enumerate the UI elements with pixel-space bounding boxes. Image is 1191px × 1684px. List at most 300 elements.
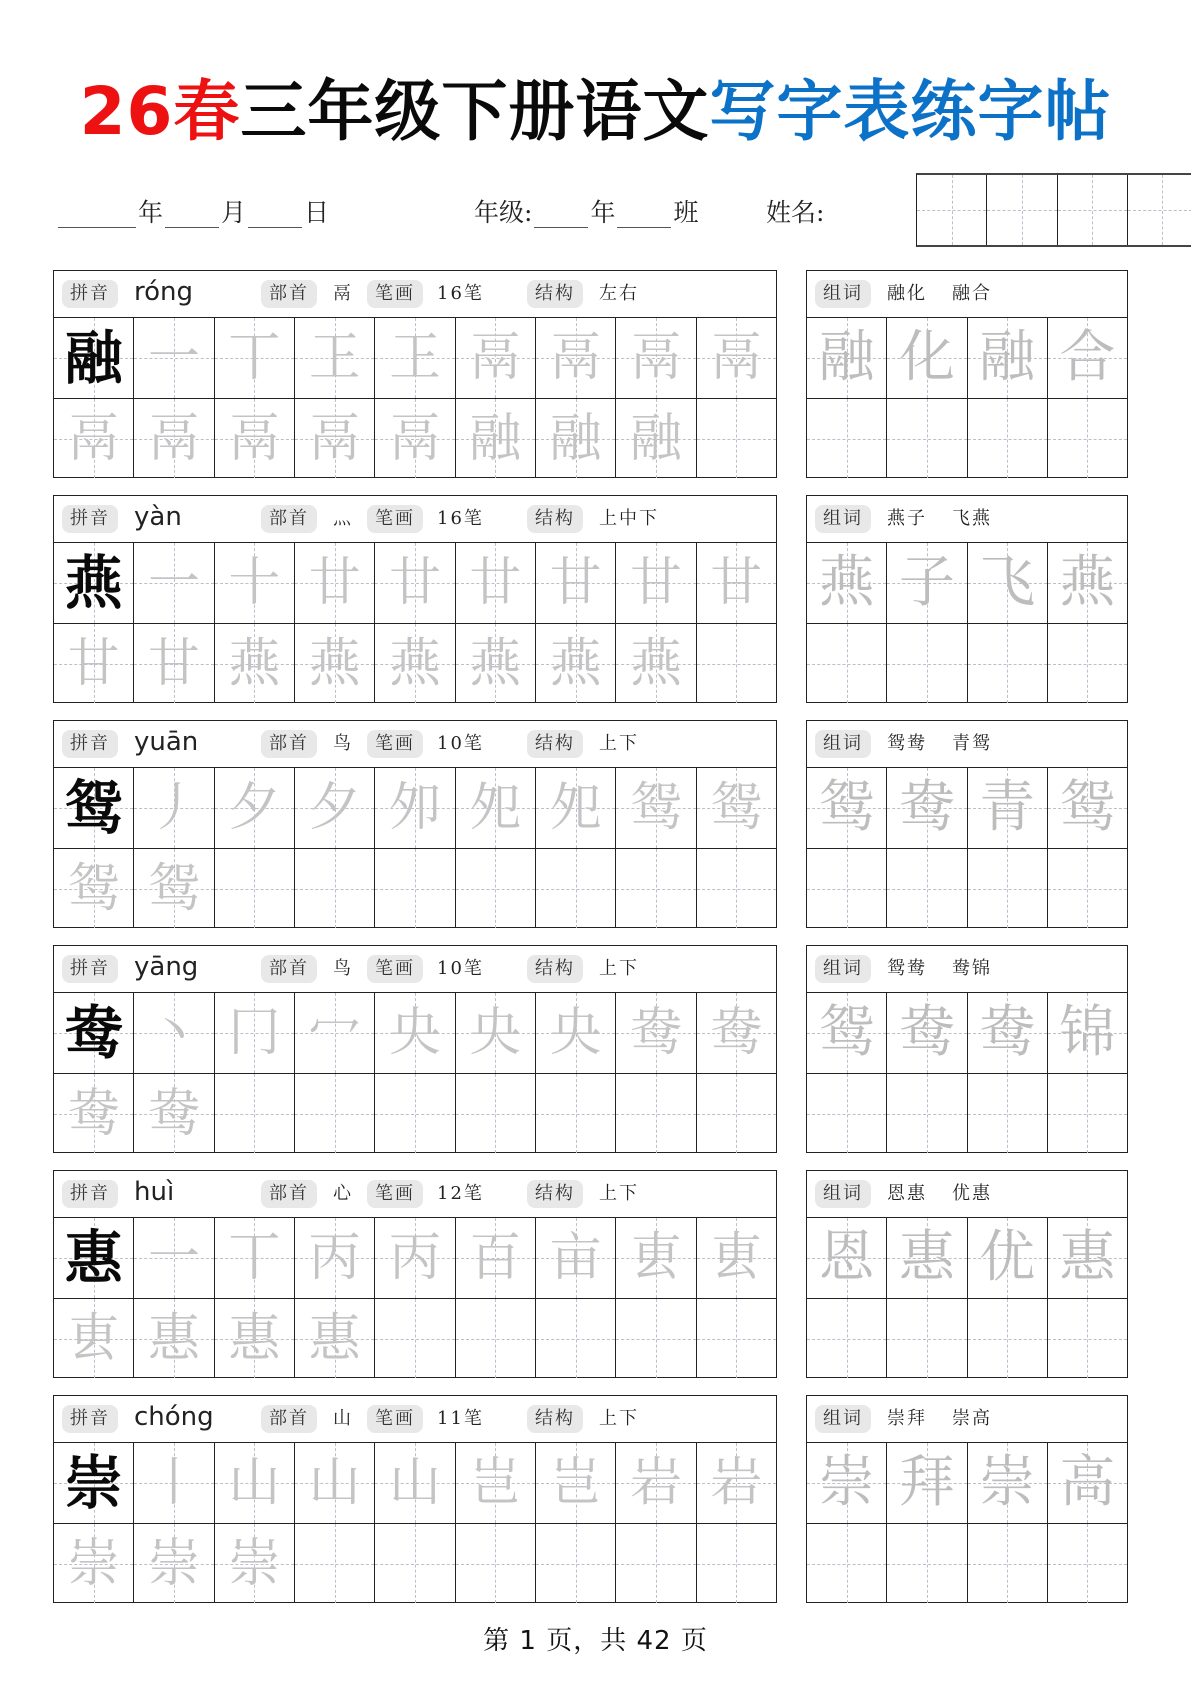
- writing-cell[interactable]: [536, 543, 616, 623]
- writing-cell[interactable]: [616, 849, 696, 928]
- stroke-order-step: 央: [549, 1003, 602, 1063]
- word-trace-character: 合: [1059, 325, 1116, 390]
- word-trace-character: 鸳: [818, 1000, 875, 1065]
- structure-value: 上中下: [599, 508, 659, 529]
- word-cell[interactable]: [807, 543, 887, 623]
- stroke-order-step: 鬲: [549, 328, 602, 388]
- title-season: 26春: [79, 73, 241, 150]
- writing-cell[interactable]: [456, 318, 536, 398]
- radical-value: 心: [333, 1183, 353, 1204]
- words-box: [806, 495, 1128, 703]
- word-cell[interactable]: [968, 318, 1048, 398]
- name-cell[interactable]: [917, 175, 987, 245]
- word-1: 融化: [887, 283, 927, 304]
- words-tag: 组词: [815, 955, 871, 983]
- model-character: 鸳: [64, 774, 123, 842]
- stroke-order-step: 央: [469, 1003, 522, 1063]
- writing-cell[interactable]: [134, 399, 214, 478]
- word-trace-character: 飞: [979, 550, 1036, 615]
- stroke-order-step: 山: [228, 1453, 281, 1513]
- writing-cell[interactable]: [536, 1443, 616, 1523]
- writing-cell[interactable]: [456, 1074, 536, 1153]
- writing-cell[interactable]: [697, 1074, 776, 1153]
- writing-cell[interactable]: [616, 768, 696, 848]
- word-cell[interactable]: [807, 1299, 887, 1378]
- stroke-order-step: 廿: [388, 553, 441, 613]
- words-header: [807, 721, 1127, 768]
- words-box: [806, 720, 1128, 928]
- writing-cell[interactable]: [134, 849, 214, 928]
- page-footer: 第 1 页，共 42 页: [483, 1626, 708, 1656]
- word-cell[interactable]: [968, 993, 1048, 1073]
- word-cell[interactable]: [887, 1443, 967, 1523]
- word-cell[interactable]: [807, 849, 887, 928]
- practice-row: [54, 623, 776, 703]
- writing-cell[interactable]: [215, 768, 295, 848]
- writing-cell[interactable]: [456, 1443, 536, 1523]
- writing-cell[interactable]: [536, 318, 616, 398]
- writing-cell[interactable]: [295, 1218, 375, 1298]
- writing-cell[interactable]: [134, 1074, 214, 1153]
- writing-cell[interactable]: [134, 768, 214, 848]
- word-cell[interactable]: [1048, 543, 1127, 623]
- radical-tag: 部首: [261, 730, 317, 758]
- word-cell[interactable]: [807, 624, 887, 703]
- word-cell[interactable]: [807, 1074, 887, 1153]
- word-cell[interactable]: [807, 1443, 887, 1523]
- stroke-order-step: 融: [629, 408, 682, 469]
- words-header: [807, 1396, 1127, 1443]
- pinyin-tag: 拼音: [62, 955, 118, 983]
- word-cell[interactable]: [1048, 1524, 1127, 1603]
- practice-row: [54, 1298, 776, 1378]
- writing-cell[interactable]: [295, 543, 375, 623]
- writing-cell[interactable]: [375, 543, 455, 623]
- word-cell[interactable]: [887, 1524, 967, 1603]
- name-cell[interactable]: [1058, 175, 1128, 245]
- stroke-order-step: 燕: [228, 633, 281, 694]
- character-info-header: [54, 1396, 776, 1443]
- page-title: [0, 72, 1191, 152]
- writing-cell[interactable]: [616, 399, 696, 478]
- name-cell[interactable]: [1128, 175, 1191, 245]
- writing-cell[interactable]: [54, 318, 134, 398]
- writing-cell[interactable]: [54, 624, 134, 703]
- pinyin-value: yāng: [134, 952, 199, 982]
- word-cell[interactable]: [887, 1299, 967, 1378]
- word-row: [807, 623, 1127, 703]
- word-cell[interactable]: [968, 1074, 1048, 1153]
- writing-cell[interactable]: [375, 399, 455, 478]
- stroke-order-step: 夕: [228, 778, 281, 838]
- writing-cell[interactable]: [536, 1524, 616, 1603]
- word-cell[interactable]: [807, 993, 887, 1073]
- writing-cell[interactable]: [456, 993, 536, 1073]
- stroke-order-step: 崇: [147, 1533, 200, 1594]
- stroke-order-step: 夗: [549, 778, 602, 838]
- radical-value: 鸟: [333, 958, 353, 979]
- writing-cell[interactable]: [616, 993, 696, 1073]
- word-cell[interactable]: [887, 849, 967, 928]
- writing-cell[interactable]: [536, 1299, 616, 1378]
- practice-box: [53, 720, 777, 928]
- word-row: [807, 768, 1127, 848]
- word-trace-character: 融: [818, 325, 875, 390]
- writing-cell[interactable]: [54, 1218, 134, 1298]
- stroke-order-step: 鸳: [629, 778, 682, 838]
- radical-tag: 部首: [261, 505, 317, 533]
- radical-tag: 部首: [261, 1405, 317, 1433]
- day-blank[interactable]: [248, 203, 302, 228]
- writing-cell[interactable]: [697, 993, 776, 1073]
- writing-cell[interactable]: [295, 768, 375, 848]
- name-label: 姓名:: [766, 198, 825, 227]
- word-cell[interactable]: [968, 1524, 1048, 1603]
- word-trace-character: 惠: [1059, 1225, 1116, 1290]
- stroke-order-step: 岩: [710, 1453, 763, 1513]
- writing-cell[interactable]: [134, 1218, 214, 1298]
- stroke-order-step: 燕: [469, 633, 522, 694]
- writing-cell[interactable]: [697, 1218, 776, 1298]
- writing-cell[interactable]: [456, 768, 536, 848]
- word-cell[interactable]: [968, 1443, 1048, 1523]
- stroke-order-step: 甘: [710, 553, 763, 613]
- pinyin-value: yuān: [134, 727, 199, 757]
- word-cell[interactable]: [968, 1218, 1048, 1298]
- character-block: [53, 495, 1128, 704]
- stroke-order-step: 亩: [549, 1228, 602, 1288]
- word-row: [807, 543, 1127, 623]
- writing-cell[interactable]: [456, 1524, 536, 1603]
- class-blank[interactable]: [617, 203, 671, 228]
- practice-box: [53, 495, 777, 703]
- writing-cell[interactable]: [54, 849, 134, 928]
- writing-cell[interactable]: [375, 1299, 455, 1378]
- writing-cell[interactable]: [54, 543, 134, 623]
- word-cell[interactable]: [887, 399, 967, 478]
- stroke-order-step: 冖: [308, 1003, 361, 1063]
- writing-cell[interactable]: [54, 993, 134, 1073]
- stroke-order-step: 鬲: [388, 408, 441, 469]
- strokes-value: 16笔: [437, 508, 484, 529]
- writing-cell[interactable]: [697, 1299, 776, 1378]
- word-row: [807, 1298, 1127, 1378]
- writing-cell[interactable]: [134, 993, 214, 1073]
- stroke-order-step: 鸯: [147, 1083, 200, 1144]
- year-label: 年: [138, 198, 164, 227]
- writing-cell[interactable]: [54, 1299, 134, 1378]
- word-cell[interactable]: [968, 624, 1048, 703]
- words-tag: 组词: [815, 505, 871, 533]
- writing-cell[interactable]: [134, 543, 214, 623]
- word-cell[interactable]: [887, 1074, 967, 1153]
- writing-cell[interactable]: [215, 1074, 295, 1153]
- word-row: [807, 1218, 1127, 1298]
- word-trace-character: 优: [979, 1225, 1036, 1290]
- month-label: 月: [221, 198, 247, 227]
- writing-cell[interactable]: [215, 1443, 295, 1523]
- word-cell[interactable]: [807, 1524, 887, 1603]
- day-label: 日: [304, 198, 330, 227]
- structure-tag: 结构: [527, 730, 583, 758]
- word-cell[interactable]: [968, 543, 1048, 623]
- writing-cell[interactable]: [215, 624, 295, 703]
- practice-row: [54, 993, 776, 1073]
- radical-tag: 部首: [261, 280, 317, 308]
- writing-cell[interactable]: [616, 1074, 696, 1153]
- stroke-order-step: 一: [147, 328, 200, 388]
- stroke-order-step: 鬲: [147, 408, 200, 469]
- writing-cell[interactable]: [134, 1299, 214, 1378]
- word-cell[interactable]: [887, 318, 967, 398]
- word-cell[interactable]: [1048, 1074, 1127, 1153]
- writing-cell[interactable]: [215, 1218, 295, 1298]
- word-cell[interactable]: [887, 993, 967, 1073]
- writing-cell[interactable]: [697, 849, 776, 928]
- grade-blank[interactable]: [534, 203, 588, 228]
- stroke-order-step: 山: [388, 1453, 441, 1513]
- structure-tag: 结构: [527, 280, 583, 308]
- stroke-order-step: 鸯: [67, 1083, 120, 1144]
- strokes-value: 16笔: [437, 283, 484, 304]
- word-1: 鸳鸯: [887, 958, 927, 979]
- words-box: [806, 945, 1128, 1153]
- writing-cell[interactable]: [375, 1524, 455, 1603]
- writing-cell[interactable]: [54, 768, 134, 848]
- stroke-order-step: 甘: [147, 633, 200, 694]
- writing-cell[interactable]: [456, 1299, 536, 1378]
- writing-cell[interactable]: [616, 318, 696, 398]
- stroke-order-step: 鸯: [629, 1003, 682, 1063]
- radical-value: 鬲: [333, 283, 353, 304]
- strokes-tag: 笔画: [367, 505, 423, 533]
- strokes-tag: 笔画: [367, 955, 423, 983]
- word-cell[interactable]: [968, 768, 1048, 848]
- strokes-value: 11笔: [437, 1408, 484, 1429]
- stroke-order-step: 夘: [388, 778, 441, 838]
- writing-cell[interactable]: [616, 543, 696, 623]
- structure-value: 左右: [599, 283, 639, 304]
- writing-cell[interactable]: [295, 1443, 375, 1523]
- writing-cell[interactable]: [54, 399, 134, 478]
- writing-cell[interactable]: [616, 1524, 696, 1603]
- pinyin-tag: 拼音: [62, 1405, 118, 1433]
- writing-cell[interactable]: [134, 1443, 214, 1523]
- word-1: 崇拜: [887, 1408, 927, 1429]
- word-row: [807, 848, 1127, 928]
- writing-cell[interactable]: [375, 1218, 455, 1298]
- writing-cell[interactable]: [375, 768, 455, 848]
- writing-cell[interactable]: [215, 399, 295, 478]
- name-box[interactable]: [916, 173, 1191, 247]
- word-row: [807, 1443, 1127, 1523]
- writing-cell[interactable]: [697, 624, 776, 703]
- practice-row: [54, 1523, 776, 1603]
- pinyin-value: chóng: [134, 1402, 214, 1432]
- word-row: [807, 1073, 1127, 1153]
- word-cell[interactable]: [887, 543, 967, 623]
- writing-cell[interactable]: [616, 1443, 696, 1523]
- word-trace-character: 鸯: [898, 775, 955, 840]
- writing-cell[interactable]: [134, 1524, 214, 1603]
- writing-cell[interactable]: [295, 1299, 375, 1378]
- pinyin-tag: 拼音: [62, 730, 118, 758]
- word-cell[interactable]: [807, 399, 887, 478]
- writing-cell[interactable]: [295, 318, 375, 398]
- words-header: [807, 496, 1127, 543]
- writing-cell[interactable]: [697, 768, 776, 848]
- writing-cell[interactable]: [54, 1074, 134, 1153]
- practice-row: [54, 543, 776, 623]
- stroke-order-step: 鸯: [710, 1003, 763, 1063]
- writing-cell[interactable]: [215, 318, 295, 398]
- writing-cell[interactable]: [215, 849, 295, 928]
- word-cell[interactable]: [1048, 399, 1127, 478]
- writing-cell[interactable]: [134, 318, 214, 398]
- word-cell[interactable]: [887, 768, 967, 848]
- writing-cell[interactable]: [536, 849, 616, 928]
- writing-cell[interactable]: [616, 1299, 696, 1378]
- grade-year-label: 年: [590, 198, 616, 227]
- writing-cell[interactable]: [536, 1218, 616, 1298]
- strokes-value: 12笔: [437, 1183, 484, 1204]
- writing-cell[interactable]: [134, 624, 214, 703]
- writing-cell[interactable]: [295, 993, 375, 1073]
- writing-cell[interactable]: [375, 318, 455, 398]
- writing-cell[interactable]: [295, 1074, 375, 1153]
- writing-cell[interactable]: [54, 1524, 134, 1603]
- stroke-order-step: 夗: [469, 778, 522, 838]
- writing-cell[interactable]: [697, 543, 776, 623]
- grade-label: 年级:: [474, 198, 533, 227]
- strokes-value: 10笔: [437, 958, 484, 979]
- stroke-order-step: 冂: [228, 1003, 281, 1063]
- writing-cell[interactable]: [215, 543, 295, 623]
- strokes-value: 10笔: [437, 733, 484, 754]
- writing-cell[interactable]: [456, 399, 536, 478]
- writing-cell[interactable]: [375, 624, 455, 703]
- radical-value: 灬: [333, 508, 353, 529]
- writing-cell[interactable]: [697, 1524, 776, 1603]
- word-cell[interactable]: [968, 399, 1048, 478]
- model-character: 燕: [64, 549, 123, 617]
- words-tag: 组词: [815, 1405, 871, 1433]
- character-block: [53, 720, 1128, 929]
- words-tag: 组词: [815, 1180, 871, 1208]
- writing-cell[interactable]: [536, 1074, 616, 1153]
- word-trace-character: 鸯: [979, 1000, 1036, 1065]
- writing-cell[interactable]: [456, 624, 536, 703]
- pinyin-tag: 拼音: [62, 1180, 118, 1208]
- writing-cell[interactable]: [375, 993, 455, 1073]
- word-trace-character: 高: [1059, 1450, 1116, 1515]
- pinyin-value: yàn: [134, 502, 182, 532]
- practice-box: [53, 1170, 777, 1378]
- word-cell[interactable]: [968, 849, 1048, 928]
- writing-cell[interactable]: [295, 399, 375, 478]
- word-cell[interactable]: [887, 624, 967, 703]
- writing-cell[interactable]: [215, 1524, 295, 1603]
- writing-cell[interactable]: [54, 1443, 134, 1523]
- words-box: [806, 1170, 1128, 1378]
- writing-cell[interactable]: [295, 849, 375, 928]
- word-cell[interactable]: [1048, 849, 1127, 928]
- writing-cell[interactable]: [536, 399, 616, 478]
- month-blank[interactable]: [165, 203, 219, 228]
- word-cell[interactable]: [1048, 1299, 1127, 1378]
- name-cell[interactable]: [987, 175, 1057, 245]
- word-cell[interactable]: [807, 768, 887, 848]
- writing-cell[interactable]: [697, 318, 776, 398]
- practice-box: [53, 270, 777, 478]
- writing-cell[interactable]: [375, 849, 455, 928]
- stroke-order-step: 鬲: [710, 328, 763, 388]
- writing-cell[interactable]: [295, 1524, 375, 1603]
- writing-cell[interactable]: [456, 543, 536, 623]
- word-cell[interactable]: [968, 1299, 1048, 1378]
- words-tag: 组词: [815, 730, 871, 758]
- stroke-order-step: 丙: [308, 1228, 361, 1288]
- stroke-order-step: 十: [228, 553, 281, 613]
- model-character: 融: [64, 324, 123, 392]
- model-character: 惠: [64, 1224, 123, 1292]
- practice-row: [54, 848, 776, 928]
- words-header: [807, 271, 1127, 318]
- writing-cell[interactable]: [375, 1074, 455, 1153]
- writing-cell[interactable]: [616, 1218, 696, 1298]
- practice-row: [54, 1443, 776, 1523]
- practice-row: [54, 1218, 776, 1298]
- structure-value: 上下: [599, 1408, 639, 1429]
- structure-tag: 结构: [527, 505, 583, 533]
- stroke-order-step: 鸳: [147, 858, 200, 919]
- stroke-order-step: 鬲: [67, 408, 120, 469]
- word-cell[interactable]: [1048, 624, 1127, 703]
- word-trace-character: 崇: [818, 1450, 875, 1515]
- writing-cell[interactable]: [215, 993, 295, 1073]
- stroke-order-step: 惠: [228, 1308, 281, 1369]
- writing-cell[interactable]: [697, 399, 776, 478]
- word-cell[interactable]: [807, 1218, 887, 1298]
- writing-cell[interactable]: [375, 1443, 455, 1523]
- radical-tag: 部首: [261, 955, 317, 983]
- writing-cell[interactable]: [215, 1299, 295, 1378]
- writing-cell[interactable]: [456, 849, 536, 928]
- word-cell[interactable]: [887, 1218, 967, 1298]
- word-cell[interactable]: [1048, 768, 1127, 848]
- word-trace-character: 惠: [898, 1225, 955, 1290]
- word-cell[interactable]: [807, 318, 887, 398]
- stroke-order-step: 一: [147, 1228, 200, 1288]
- writing-cell[interactable]: [536, 624, 616, 703]
- writing-cell[interactable]: [295, 624, 375, 703]
- practice-row: [54, 398, 776, 478]
- word-cell[interactable]: [1048, 1218, 1127, 1298]
- writing-cell[interactable]: [456, 1218, 536, 1298]
- word-cell[interactable]: [1048, 318, 1127, 398]
- word-cell[interactable]: [1048, 993, 1127, 1073]
- word-cell[interactable]: [1048, 1443, 1127, 1523]
- writing-cell[interactable]: [536, 768, 616, 848]
- writing-cell[interactable]: [536, 993, 616, 1073]
- pinyin-value: róng: [134, 277, 194, 307]
- word-trace-character: 恩: [818, 1225, 875, 1290]
- word-trace-character: 青: [979, 775, 1036, 840]
- character-block: [53, 1395, 1128, 1604]
- year-blank[interactable]: [58, 203, 136, 228]
- writing-cell[interactable]: [697, 1443, 776, 1523]
- writing-cell[interactable]: [616, 624, 696, 703]
